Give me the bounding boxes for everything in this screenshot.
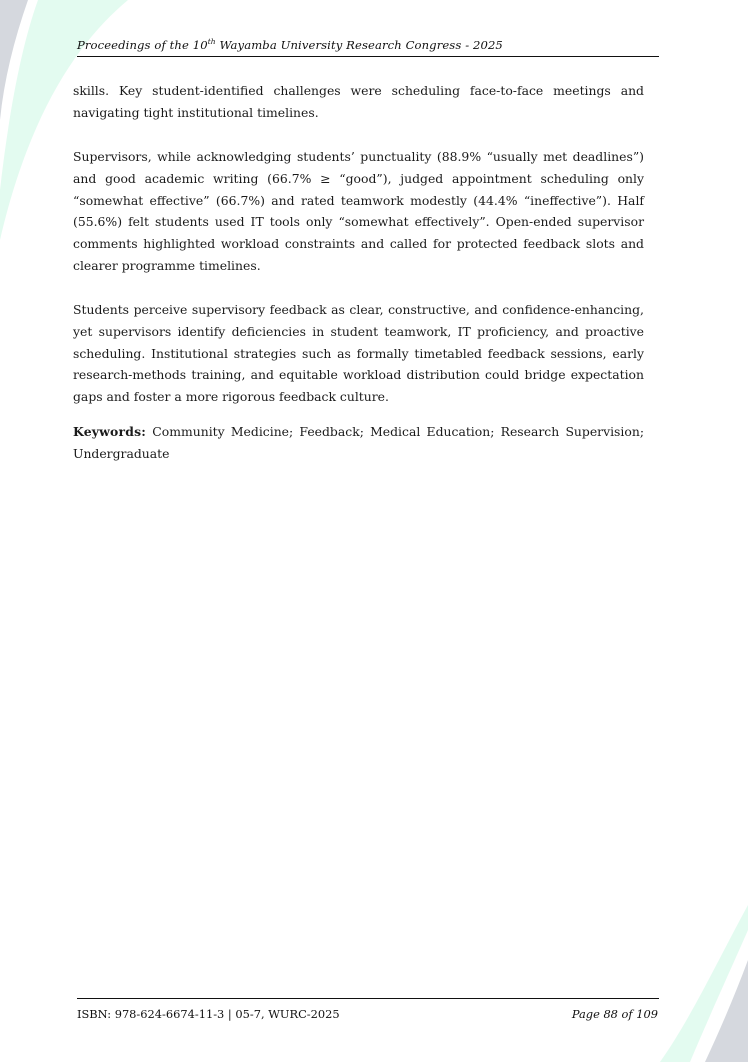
running-header <box>77 38 659 52</box>
footer-page-number: Page 88 of 109 <box>571 1007 658 1021</box>
footer-isbn: ISBN: 978-624-6674-11-3 | 05-7, WURC-2025 <box>77 1007 340 1021</box>
paragraph-text: skills. Key student-identified challenges were scheduling face-to-face meetings and navigating tight institutional timelines. <box>73 83 644 120</box>
paragraph-3 <box>73 299 644 408</box>
header-text-prefix: Proceedings of the 10 <box>77 38 208 52</box>
keywords-list: Community Medicine; Feedback; Medical Education; Research Supervision; Undergraduate <box>73 424 644 461</box>
header-superscript: th <box>207 37 216 46</box>
header-text-suffix: Wayamba University Research Congress - 2025 <box>215 38 503 52</box>
footer-rule <box>77 998 659 999</box>
paragraph-2 <box>73 146 644 277</box>
paragraph-text: Students perceive supervisory feedback as clear, constructive, and confidence-enhancing, yet supervisors identify deficiencies in student teamwork, IT proficiency, and proactive scheduling. Institutional strategies such as formally timetabled feedback sessions, early research-methods training, and equitable workload distribution could bridge expectation gaps and foster a more rigorous feedback culture. <box>73 302 644 405</box>
keywords-section <box>73 421 644 465</box>
paragraph-text: Supervisors, while acknowledging students’ punctuality (88.9% “usually met deadlines”) and good academic writing (66.7% ≥ “good”), judged appointment scheduling only “somewhat effective” (66.7%) and rated teamwork modestly (44.4% “ineffective”). Half (55.6%) felt students used IT tools only “somewhat effectively”. Open-ended supervisor comments highlighted workload constraints and called for protected feedback slots and clearer programme timelines. <box>73 149 644 273</box>
paragraph-1 <box>73 80 644 124</box>
keywords-label: Keywords: <box>73 424 147 439</box>
header-rule <box>77 56 659 57</box>
